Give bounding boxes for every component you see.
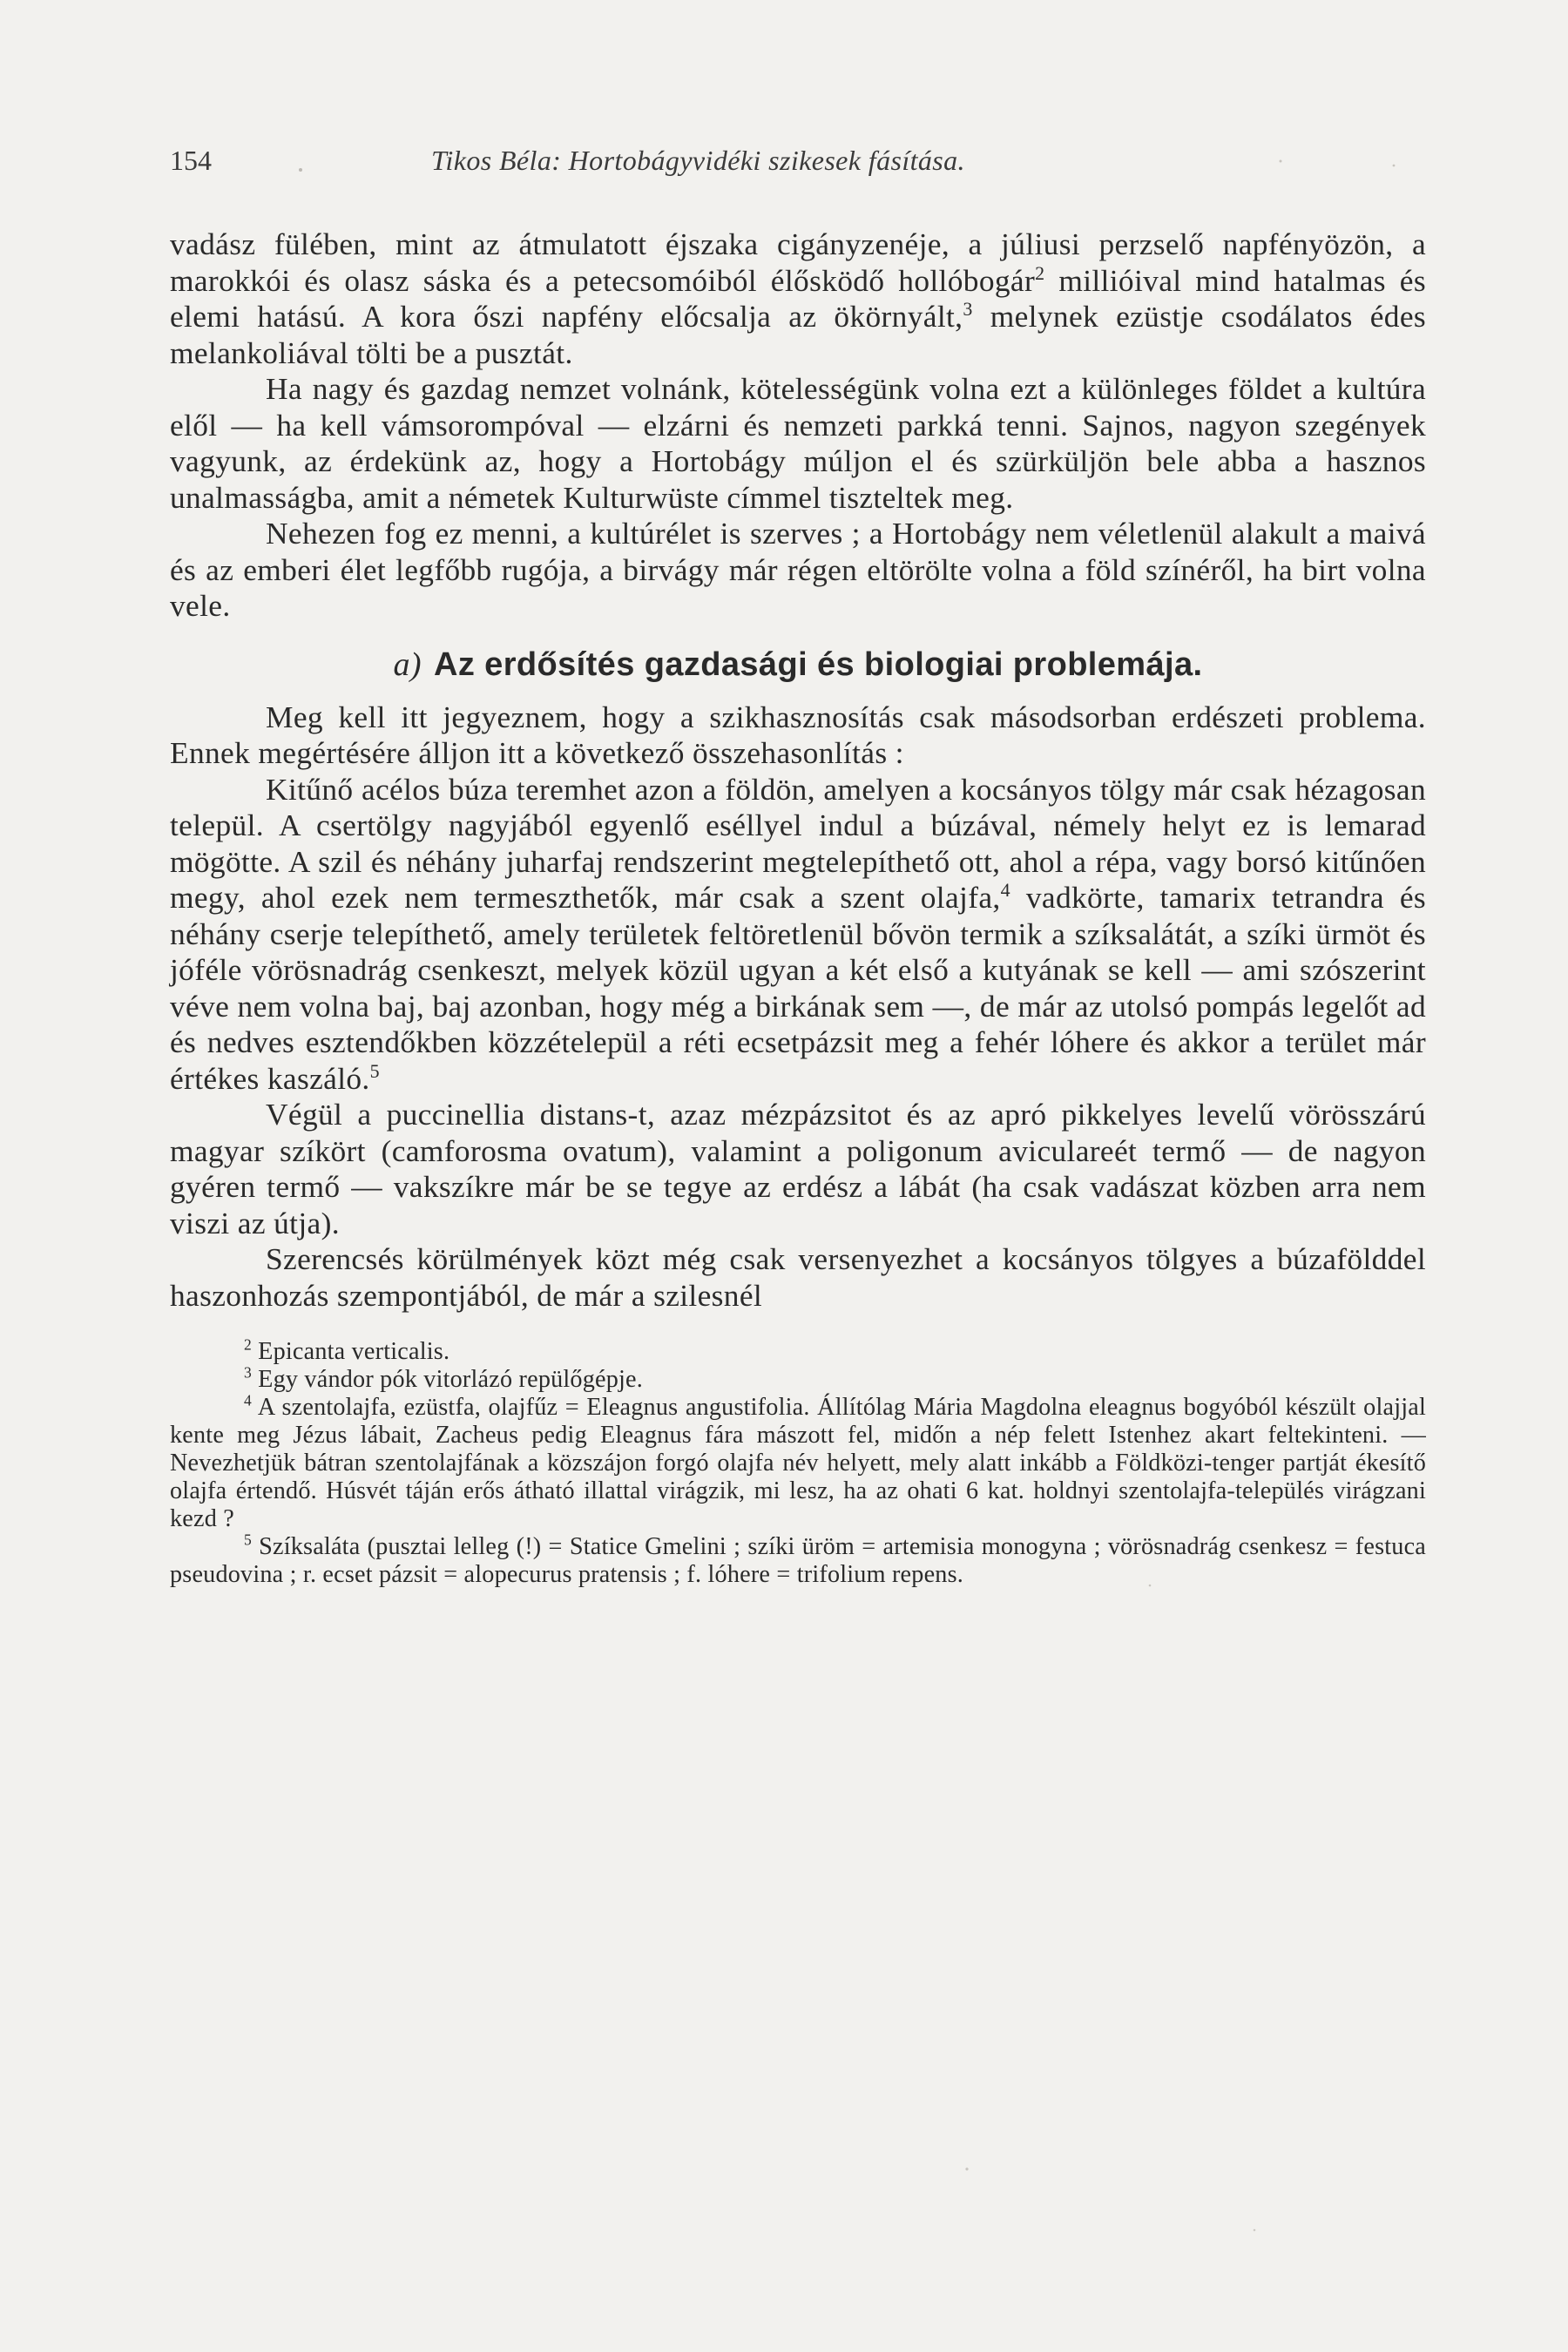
section-prefix: a) <box>393 645 422 683</box>
footnote <box>170 1533 1426 1589</box>
paragraph-text: vadkörte, tamarix tetrandra és néhány cserje telepíthető, amely területek feltöretlenül bővön termik a szíksalátát, a szíki ürmöt és jóféle vörösnadrág csenkeszt, melyek közül ugyan a két első a kutyának se kell — ami szószerint véve nem volna baj, baj azonban, hogy még a birkának sem —, de már az utolsó pompás legelőt ad és nedves esztendőkben közzételepül a réti ecsetpázsit meg a fehér lóhere és akkor a terület már értékes kaszáló. <box>170 880 1426 1096</box>
section-heading <box>170 644 1426 686</box>
footnote-ref[interactable]: 3 <box>963 298 973 321</box>
section-title: Az erdősítés gazdasági és biologiai problemája. <box>433 645 1203 683</box>
paragraph-continuation <box>170 226 1426 371</box>
paper-speck <box>1280 160 1282 163</box>
paragraph-text: millióival mind hatalmas és elemi hatású. A kora őszi napfény előcsalja az ökörnyált, <box>170 262 1426 334</box>
footnote <box>170 1391 1426 1533</box>
paragraph: Szerencsés körülmények közt még csak versenyezhet a kocsányos tölgyes a búzafölddel haszonhozás szempontjából, de már a szilesnél <box>170 1241 1426 1313</box>
running-title: Tikos Béla: Hortobágyvidéki szikesek fásítása. <box>431 145 965 176</box>
footnote-ref[interactable]: 5 <box>369 1059 380 1082</box>
paper-speck <box>965 2167 968 2170</box>
paragraph-text: vadász fülében, mint az átmulatott éjszaka cigányzenéje, a júliusi perzselő napfényözön, a marokkói és olasz sáska és a petecsomóiból élősködő hollóbogár <box>170 226 1426 298</box>
footnote-mark: 3 <box>244 1363 252 1382</box>
body-text <box>170 226 1426 1589</box>
paragraph-text: Kitűnő acélos búza teremhet azon a földön, amelyen a kocsányos tölgy már csak hézagosan települ. A csertölgy nagyjából egyenlő eséllyel indul a búzával, némely helyt ez is lemarad mögötte. A szil és néhány juharfaj rendszerint megtelepíthető ott, ahol a répa, vagy borsó kitűnően megy, ahol ezek nem termeszthetők, már csak a szent olajfa, <box>170 771 1426 915</box>
paragraph-text: melynek ezüstje csodálatos édes melankoliával tölti be a pusztát. <box>170 299 1427 370</box>
footnote <box>170 1363 1426 1394</box>
footnote-mark: 2 <box>244 1335 252 1354</box>
paper-speck <box>299 168 302 172</box>
footnotes <box>170 1335 1426 1589</box>
footnote-mark: 4 <box>244 1391 252 1409</box>
footnote <box>170 1335 1426 1366</box>
page-number: 154 <box>170 145 212 176</box>
paragraph: Nehezen fog ez menni, a kultúrélet is szerves ; a Hortobágy nem véletlenül alakult a maivá és az emberi élet legfőbb rugója, a birvágy már régen eltörölte volna a föld színéről, ha birt volna vele. <box>170 516 1426 623</box>
paragraph <box>170 772 1426 1098</box>
paper-speck <box>1393 165 1396 167</box>
footnote-ref[interactable]: 4 <box>1000 879 1010 902</box>
footnote-text: Egy vándor pók vitorlázó repülőgépje. <box>251 1366 644 1393</box>
paragraph: Meg kell itt jegyeznem, hogy a szikhasznosítás csak másodsorban erdészeti problema. Ennek megértésére álljon itt a következő összehasonlítás : <box>170 699 1426 770</box>
paragraph: Ha nagy és gazdag nemzet volnánk, kötelességünk volna ezt a különleges földet a kultúra elől — ha kell vámsorompóval — elzárni és nemzeti parkká tenni. Sajnos, nagyon szegények vagyunk, az érdekünk az, hogy a Hortobágy múljon el és szürküljön bele abba a hasznos unalmasságba, amit a németek Kulturwüste címmel tiszteltek meg. <box>170 371 1426 515</box>
footnote-text: A szentolajfa, ezüstfa, olajfűz = Eleagnus angustifolia. Állítólag Mária Magdolna eleagnus bogyóból készült olajjal kente meg Jézus lábait, Zacheus pedig Eleagnus fára mászott fel, midőn a nép felett Istenhez akart feltekinteni. — Nevezhetjük bátran szentolajfának a közszájon forgó olajfa név helyett, mely alatt inkább a Földközi-tenger partját ékesítő olajfa értendő. Húsvét táján erős átható illattal virágzik, mi lesz, ha az ohati 6 kat. holdnyi szentolajfa-település virágzani kezd ? <box>170 1394 1426 1532</box>
footnote-text: Szíksaláta (pusztai lelleg (!) = Statice Gmelini ; szíki üröm = artemisia monogyna ; vörösnadrág csenkesz = festuca pseudovina ; r. ecset pázsit = alopecurus pratensis ; f. lóhere = trifolium repens. <box>170 1533 1426 1588</box>
footnote-mark: 5 <box>244 1531 252 1549</box>
paragraph: Végül a puccinellia distans-t, azaz mézpázsitot és az apró pikkelyes levelű vörösszárú magyar szíkört (camforosma ovatum), valamint a poligonum aviculareét termő — de nagyon gyéren termő — vakszíkre már be se tegye az erdész a lábát (ha csak vadászat közben arra nem viszi az útja). <box>170 1097 1426 1240</box>
footnote-text: Epicanta verticalis. <box>251 1338 450 1365</box>
footnote-ref[interactable]: 2 <box>1035 261 1045 284</box>
paper-speck <box>1254 2229 1256 2232</box>
